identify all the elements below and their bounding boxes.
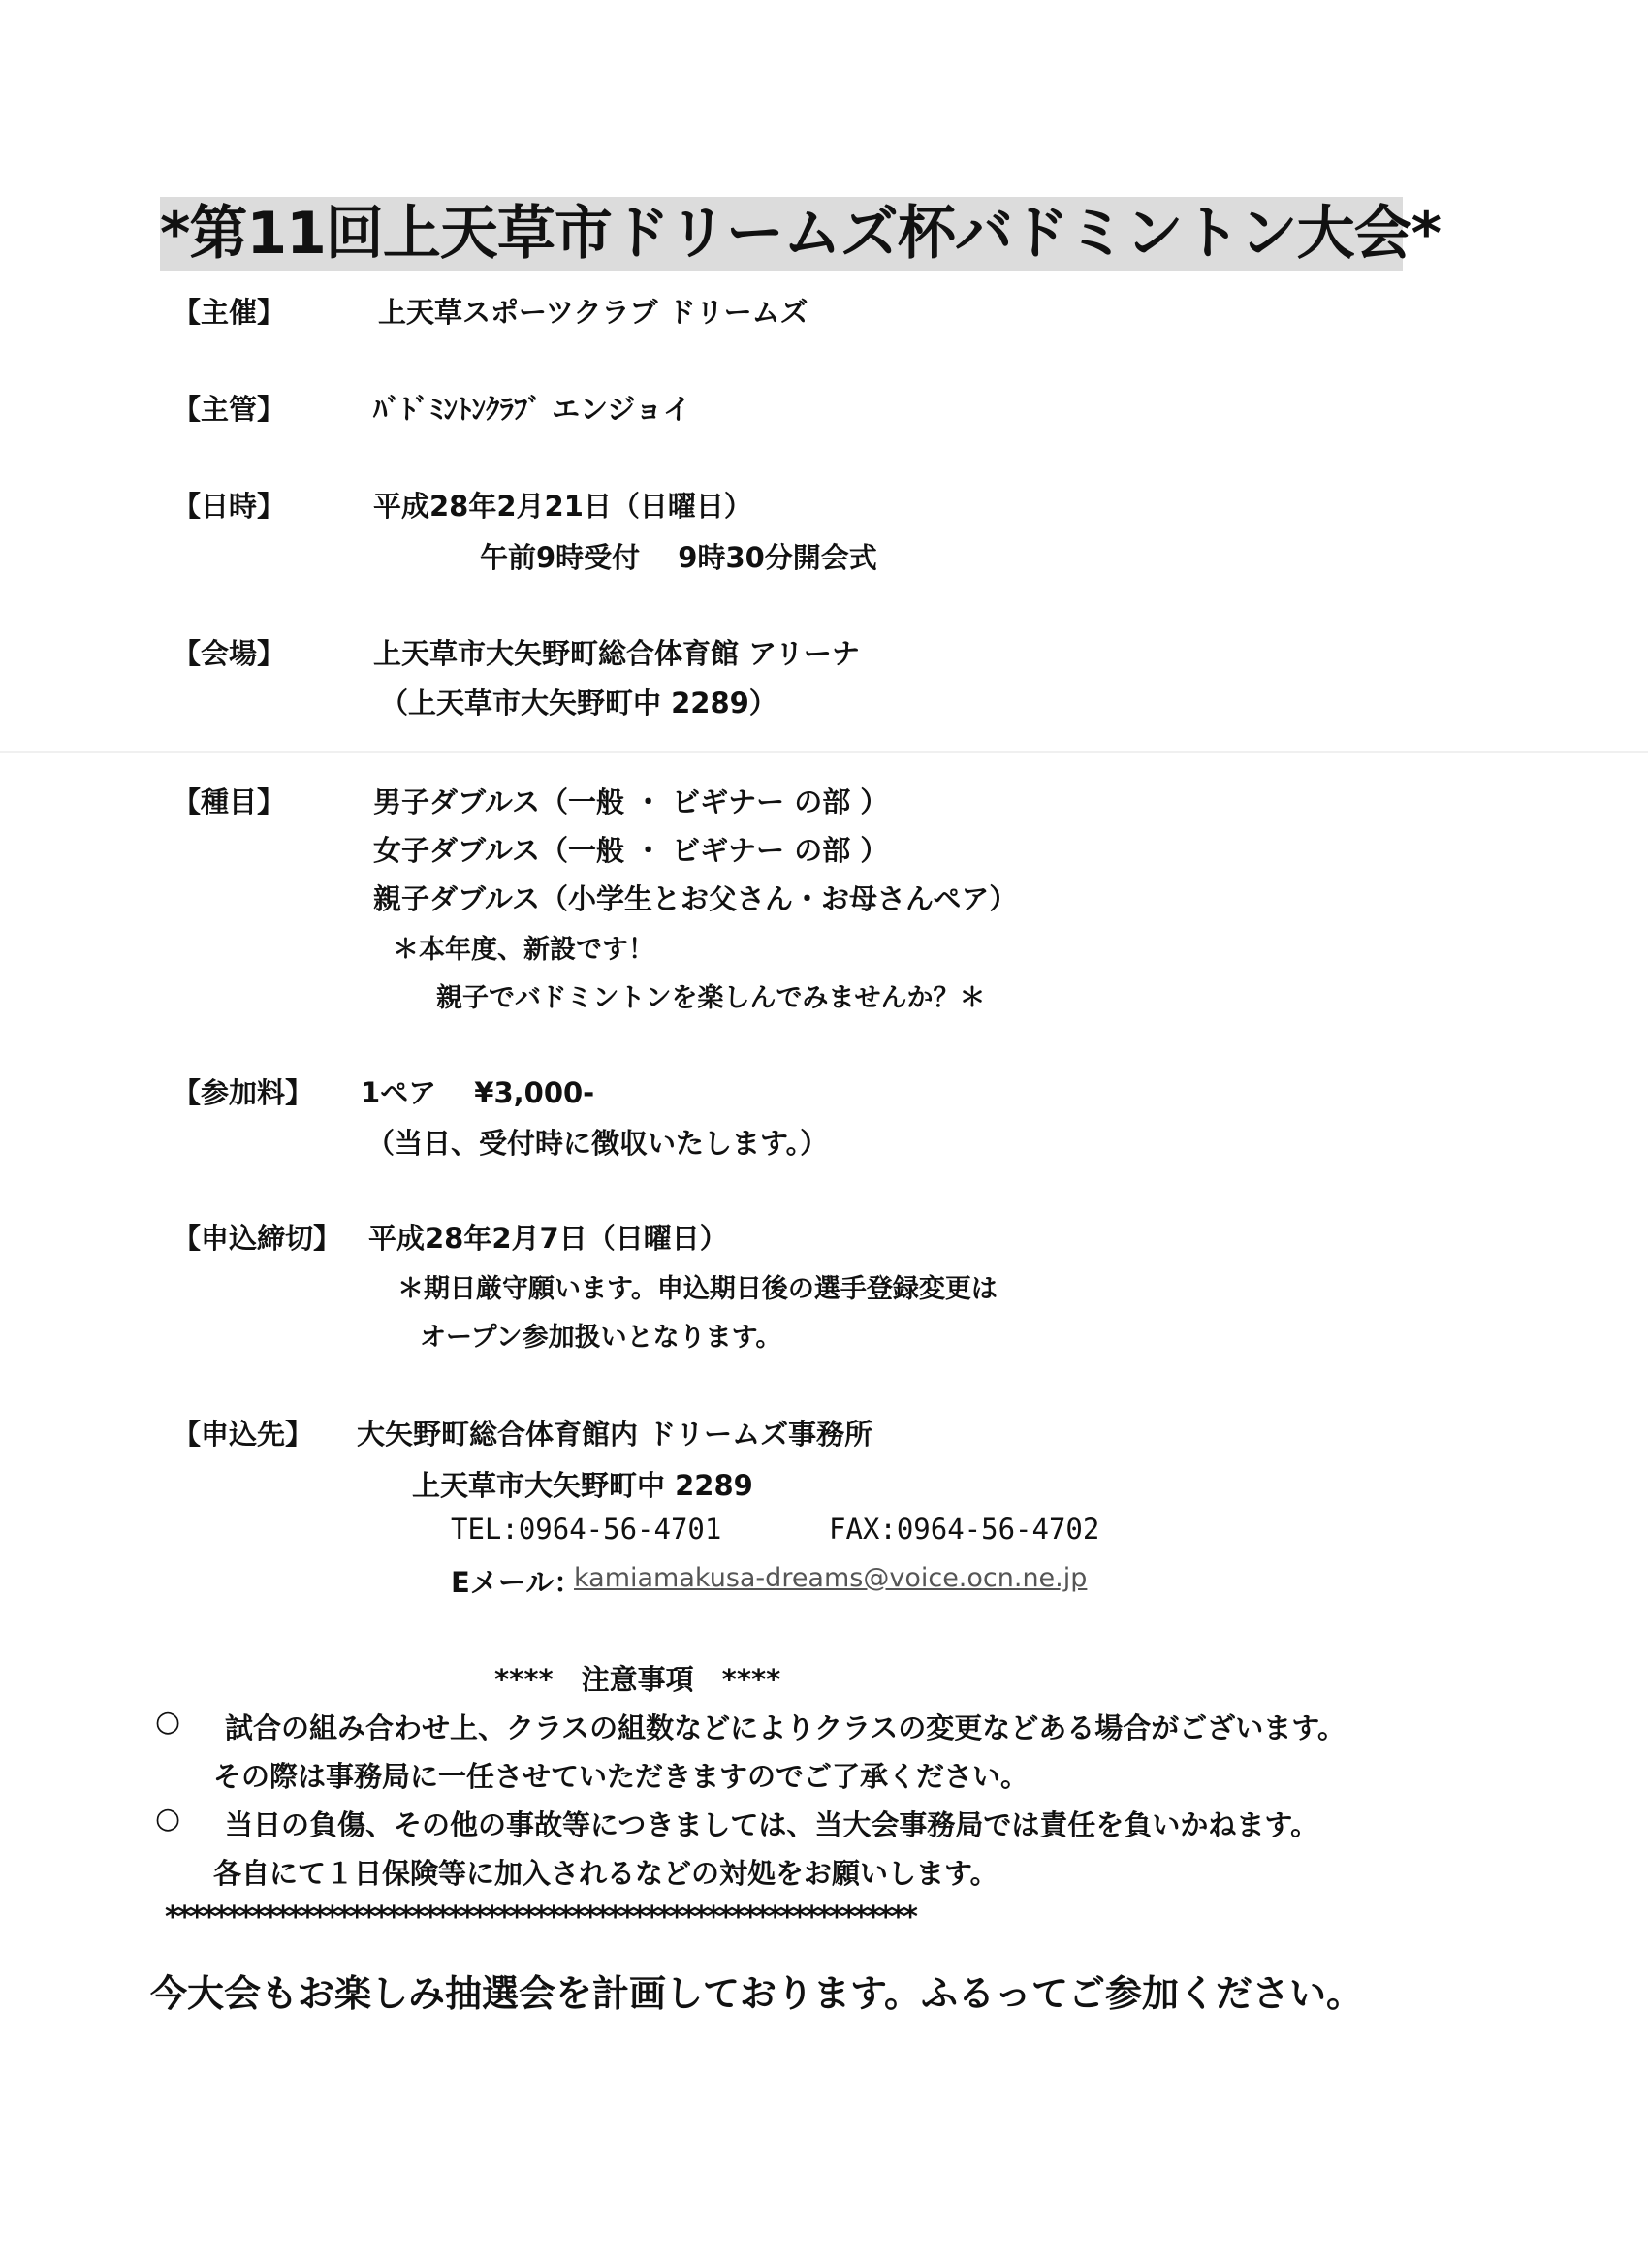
apply-email-link[interactable]: kamiamakusa-dreams@voice.ocn.ne.jp — [574, 1563, 1088, 1593]
venue-sub: （上天草市大矢野町中 2289） — [380, 687, 777, 719]
venue-value: 上天草市大矢野町総合体育館 アリーナ — [373, 637, 860, 670]
separator-stars: ************************************************************* — [165, 1901, 915, 1934]
apply-label: 【申込先】 — [173, 1418, 314, 1451]
events-label: 【種目】 — [173, 785, 286, 818]
organizer-value: 上天草スポーツクラブ ドリームズ — [378, 296, 808, 329]
datetime-label: 【日時】 — [173, 490, 286, 523]
closing-message: 今大会もお楽しみ抽選会を計画しております。ふるってご参加ください。 — [150, 1972, 1363, 2015]
event-item-men: 男子ダブルス（一般 ・ ビギナー の部 ） — [373, 785, 889, 818]
datetime-sub: 午前9時受付 9時30分開会式 — [480, 541, 877, 574]
notice-item-1-line1: 試合の組み合わせ上、クラスの組数などによりクラスの変更などある場合がございます。 — [225, 1711, 1346, 1744]
notice-bullet-1: ○ — [155, 1705, 181, 1739]
notice-item-1-line2: その際は事務局に一任させていただきますのでご了承ください。 — [213, 1760, 1030, 1793]
event-item-parent-child: 親子ダブルス（小学生とお父さん・お母さんペア） — [373, 882, 1018, 915]
fee-label: 【参加料】 — [173, 1076, 314, 1109]
apply-address: 上天草市大矢野町中 2289 — [412, 1469, 753, 1502]
organizer-label: 【主催】 — [173, 296, 286, 329]
venue-label: 【会場】 — [173, 637, 286, 670]
deadline-note2: オープン参加扱いとなります。 — [420, 1323, 782, 1353]
apply-fax: FAX:0964-56-4702 — [829, 1513, 1100, 1546]
deadline-value: 平成28年2月7日（日曜日） — [368, 1222, 728, 1255]
notice-item-2-line2: 各自にて１日保険等に加入されるなどの対処をお願いします。 — [213, 1857, 998, 1890]
fee-value: 1ペア ¥3,000- — [361, 1076, 595, 1109]
deadline-label: 【申込締切】 — [173, 1222, 342, 1255]
apply-value: 大矢野町総合体育館内 ドリームズ事務所 — [357, 1418, 873, 1451]
manager-label: 【主管】 — [173, 393, 286, 426]
notice-bullet-2: ○ — [155, 1802, 181, 1836]
event-item-women: 女子ダブルス（一般 ・ ビギナー の部 ） — [373, 834, 889, 867]
page-title: *第11回上天草市ドリームズ杯バドミントン大会* — [160, 197, 1403, 271]
notice-header: **** 注意事項 **** — [494, 1663, 781, 1696]
manager-value: ﾊﾞﾄﾞﾐﾝﾄﾝｸﾗﾌﾞ エンジョイ — [373, 393, 691, 426]
paper-fold-line — [0, 751, 1648, 753]
events-note-invite: 親子でバドミントンを楽しんでみませんか？＊ — [436, 983, 986, 1013]
deadline-note1: ＊期日厳守願います。申込期日後の選手登録変更は — [397, 1274, 998, 1304]
datetime-value: 平成28年2月21日（日曜日） — [373, 490, 752, 523]
fee-sub: （当日、受付時に徴収いたします。） — [366, 1127, 829, 1160]
notice-item-2-line1: 当日の負傷、その他の事故等につきましては、当大会事務局では責任を負いかねます。 — [225, 1808, 1319, 1841]
apply-email-label: Eメール： — [451, 1566, 583, 1599]
apply-tel: TEL:0964-56-4701 — [451, 1513, 722, 1546]
events-note-new: ＊本年度、新設です！ — [393, 935, 654, 965]
